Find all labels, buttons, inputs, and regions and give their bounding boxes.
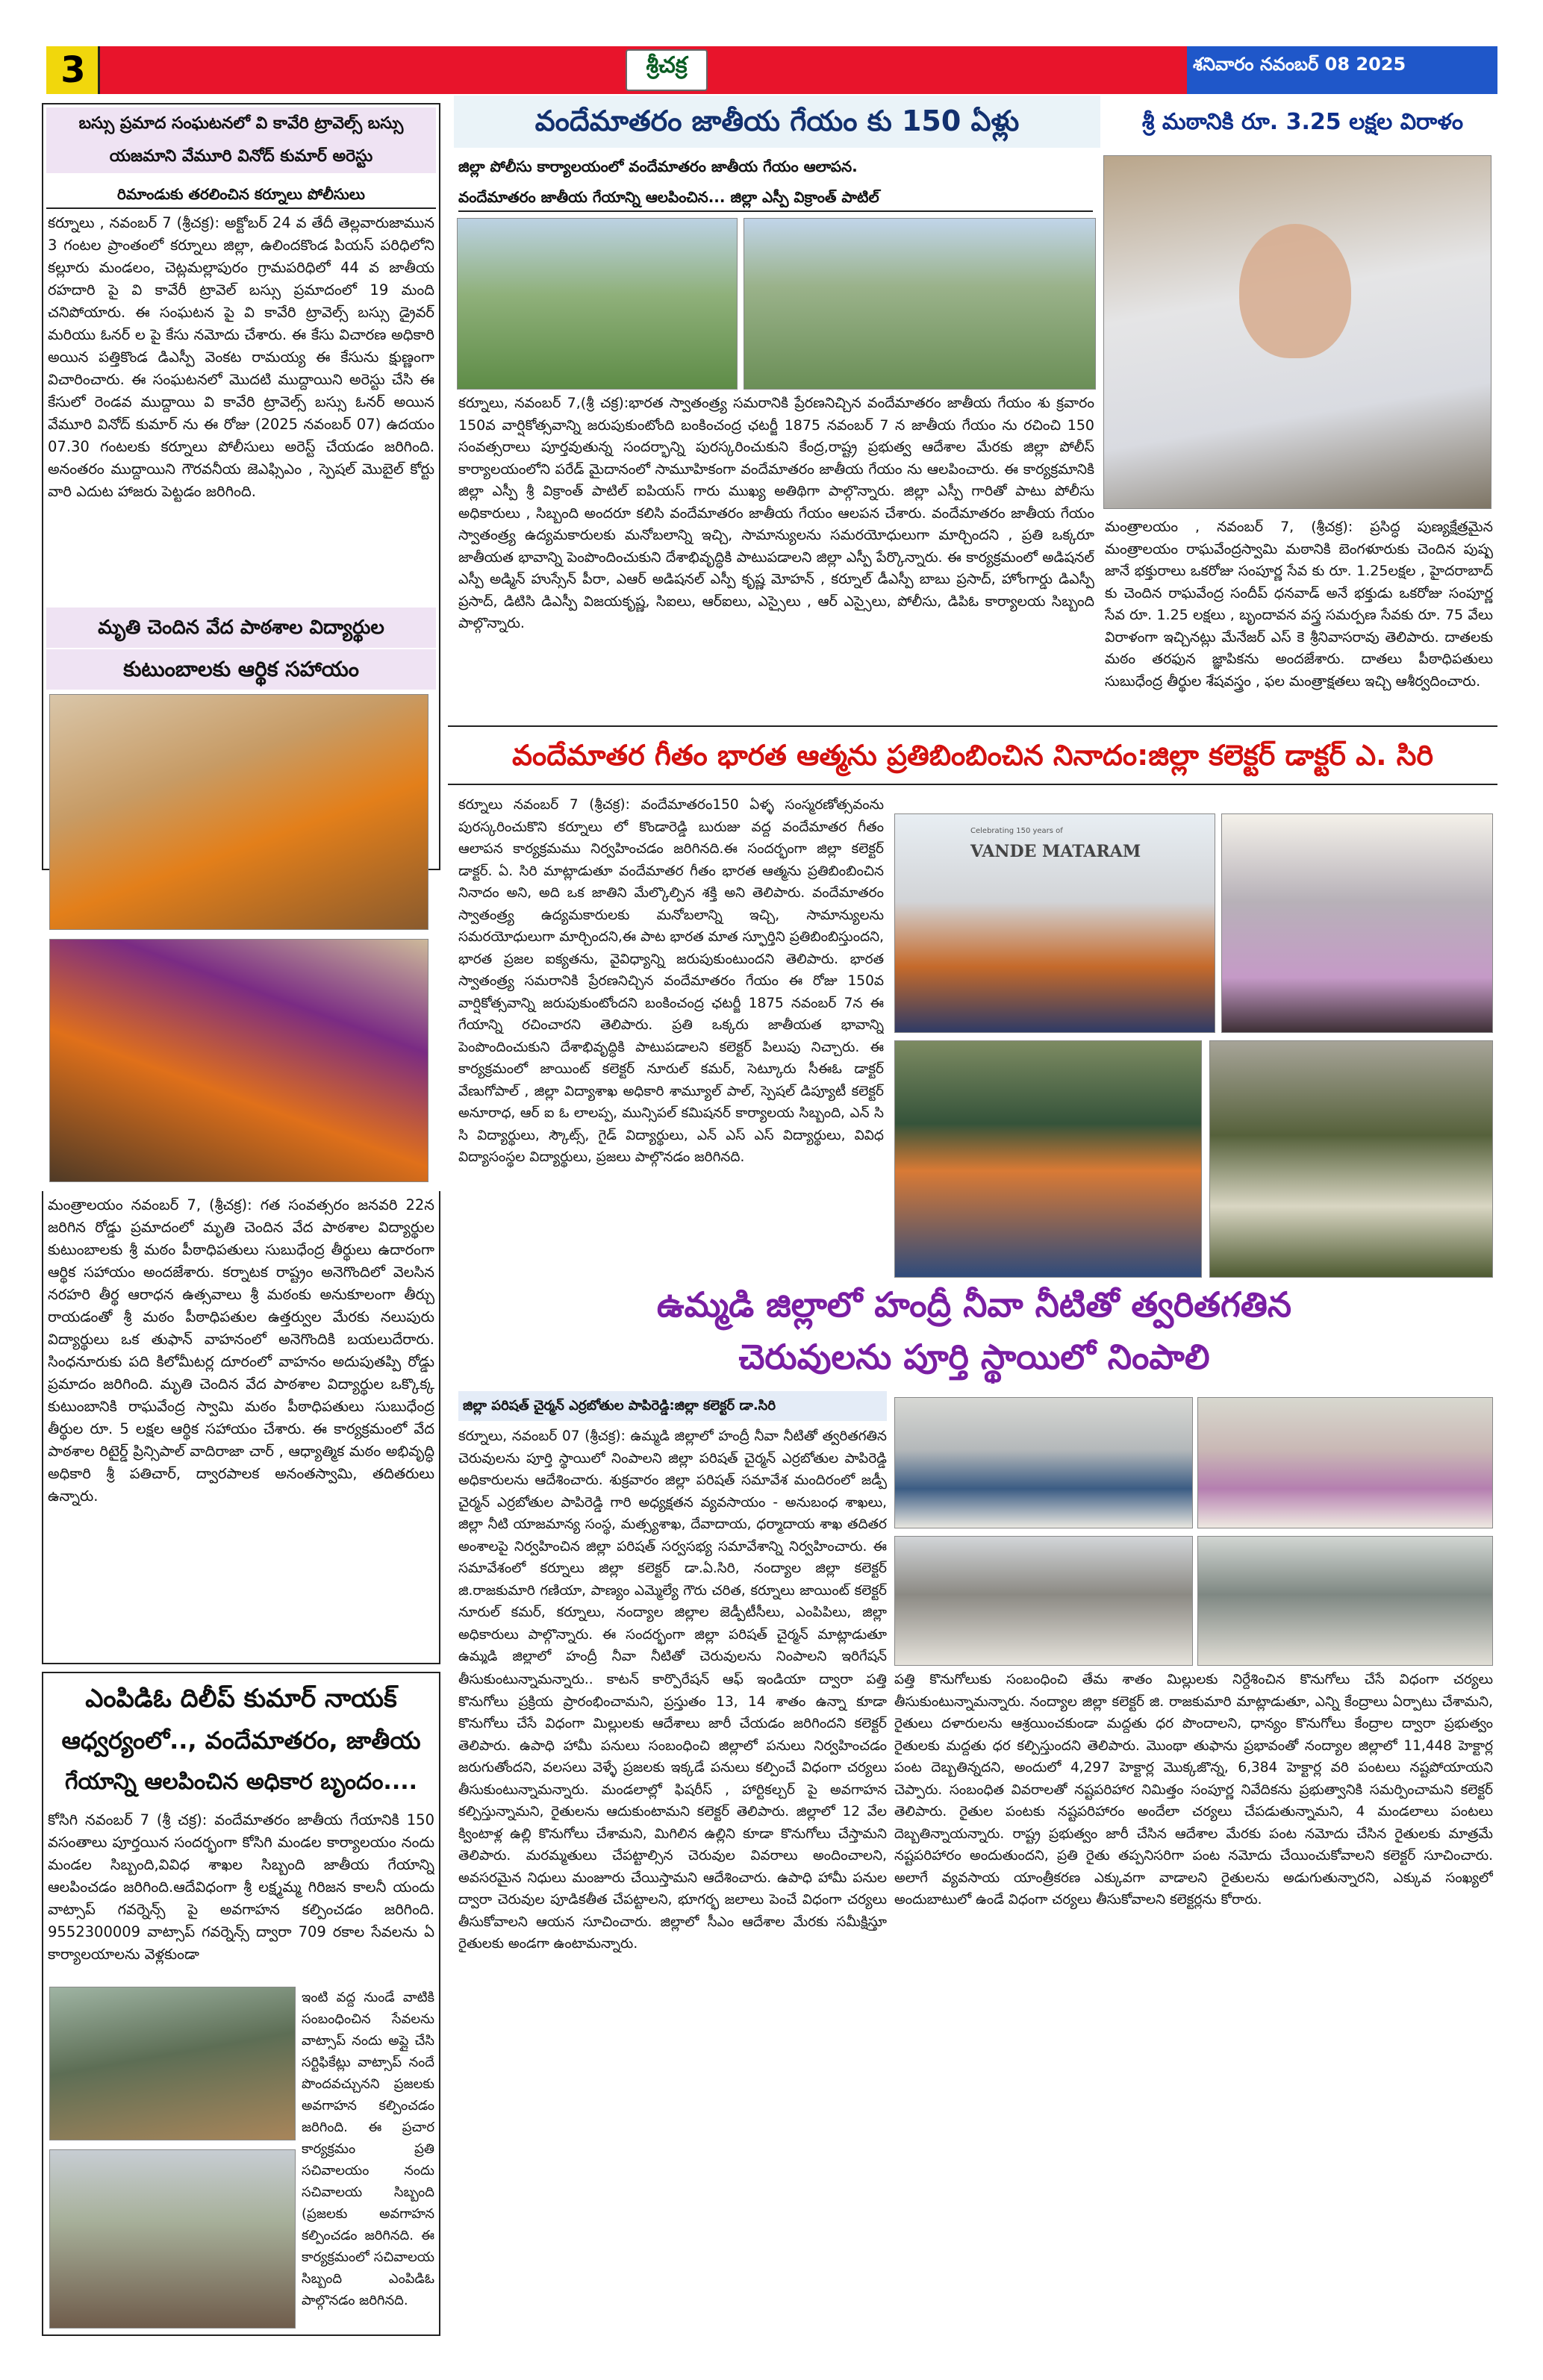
collector-photo-3 — [894, 1040, 1202, 1278]
collector-photo-4 — [1209, 1040, 1493, 1278]
collector-photo-2 — [1221, 813, 1493, 1033]
page-number: 3 — [60, 49, 86, 91]
mpdo-headline-2: ఆధ్వర్యంలో.., వందేమాతరం, జాతీయ — [61, 1726, 421, 1755]
collector-body: కర్నూలు నవంబర్ 7 (శ్రీచక్ర): వందేమాతరం150 ఏళ్ళ సంస్మరణోత్సవంను పురస్కరించుకొని కర్నూలు లో కొండారెడ్డి బురుజు వద్ద వందేమాతర గీతం ఆలాపన కార్యక్రమము నిర్వహించడం జరిగినది.ఈ సందర్భంగా జిల్లా కలెక్టర్ డాక్టర్. ఏ. సిరి మాట్లాడుతూ వందేమాతర గీతం భారత ఆత్మను ప్రతిబింబించిన నినాదం అని, అది ఒక జాతిని మేల్కొల్పిన శక్తి అని తెలిపారు. వందేమాతరం స్వాతంత్ర్య ఉద్యమకారులకు మనోబలాన్ని ఇచ్చి, సామాన్యులను సమరయోధులుగా మార్చిందని,ఈ పాట భారత మాత స్ఫూర్తిని ప్రతిబింబిస్తుందని, భారత ప్రజల ఐక్యతను, వైవిధ్యాన్ని జరుపుకుంటుందని తెలిపారు. భారత స్వాతంత్ర్య సమరానికి ప్రేరణనిచ్చిన వందేమాతరం గేయం ఈ రోజు 150వ వార్షికోత్సవాన్ని జరుపుకుంటోందని బంకించంద్ర ఛటర్జీ 1875 నవంబర్ 7న ఈ గేయాన్ని రచించారని తెలిపారు. ప్రతి ఒక్కరు జాతీయత భావాన్ని పెంపొందించుకుని దేశాభివృద్ధికి పాటుపడాలని కలెక్టర్ పిలుపు నిచ్చారు. ఈ కార్యక్రమంలో జాయింట్ కలెక్టర్ నూరుల్ కమర్, సెట్కూరు సీఈఓ డాక్టర్ వేణుగోపాల్ , జిల్లా విద్యాశాఖ అధికారి శామ్యూల్ పాల్, స్పెషల్ డిప్యూటీ కలెక్టర్ అనూరాధ, ఆర్ ఐ ఓ లాలప్ప, మున్సిపల్ కమిషనర్ కార్యాలయ సిబ్బంది, ఎన్ సి సి విద్యార్థులు, స్కౌట్స్, గైడ్ విద్యార్థులు, ఎన్ ఎస్ ఎస్ విద్యార్థులు, వివిధ విద్యాసంస్థల విద్యార్థులు, ప్రజలు పాల్గొనడం జరిగినది. — [458, 797, 884, 1165]
police-photo-1 — [457, 218, 738, 390]
logo-text: శ్రీచక్ర — [646, 52, 688, 78]
bus-headline-2: యజమాని వేమూరి వినోద్ కుమార్ అరెస్టు — [46, 140, 436, 173]
mpdo-photo-1 — [49, 1987, 296, 2140]
bus-body: కర్నూలు , నవంబర్ 7 (శ్రీచక్ర): అక్టోబర్ 24 వ తేదీ తెల్లవారుజామున 3 గంటల ప్రాంతంలో కర్నూలు జిల్లా, ఉలిందకొండ పియస్ పరిధిలోని కల్లూరు మండలం, చెట్లమల్లాపురం గ్రామపరిధిలో 44 వ జాతీయ రహదారి పై వి కావేరీ ట్రావెల్ బస్సు ప్రమాదంలో 19 మంది చనిపోయారు. ఈ సంఘటన పై వి కావేరి ట్రావెల్స్ బస్సు డ్రైవర్ మరియు ఓనర్ ల పై కేసు నమోదు చేశారు. ఈ కేసు విచారణ అధికారి అయిన పత్తికొండ డిఎస్పీ వెంకట రామయ్య ఈ కేసును క్షుణ్ణంగా విచారించారు. ఈ సంఘటనలో మొదటి ముద్దాయిని అరెస్టు చేసి ఈ కేసులో రెండవ ముద్దాయి వి కావేరి ట్రావెల్స్ బస్సు ఓనర్ అయిన వేమూరి వినోద్ కుమార్ ను ఈ రోజు (2025 నవంబర్ 07) ఉదయం 07.30 గంటలకు కర్నూలు పోలీసులు అరెస్ట్ చేయడం జరిగింది. అనంతరం ముద్దాయిని గౌరవనీయ జెఎఫ్సిఎం , స్పెషల్ మొబైల్ కోర్టు వారి ఎదుట హాజరు పెట్టడం జరిగింది. — [48, 214, 434, 500]
meeting-photo-1 — [894, 1397, 1193, 1528]
veda-body: మంత్రాలయం నవంబర్ 7, (శ్రీచక్ర): గత సంవత్సరం జనవరి 22న జరిగిన రోడ్డు ప్రమాదంలో మృతి చెందిన వేద పాఠశాల విద్యార్థుల కుటుంబాలకు శ్రీ మఠం పీఠాధిపతులు సుబుధేంద్ర తీర్థులు ఉదారంగా ఆర్థిక సహాయం అందజేశారు. కర్నాటక రాష్ట్రం అనెగొందిలో వెలసిన నరహరి తీర్థ ఆరాధన ఉత్సవాలు శ్రీ మఠంకు అనుకూలంగా తీర్చు రాయడంతో శ్రీ మఠం పీఠాధిపతుల ఉత్తర్వుల మేరకు నలుపురు విద్యార్థులు ఒక తుఫాన్ వాహనంలో అనెగొందికి బయలుదేరారు. సింధనూరుకు పది కిలోమీటర్ల దూరంలో వాహనం అదుపుతప్పి రోడ్డు ప్రమాదం జరిగింది. మృతి చెందిన వేద పాఠశాల విద్యార్థుల ఒక్కొక్క కుటుంబానికి రాఘవేంద్ర స్వామి మఠం పీఠాధిపతులు సుబుధేంద్ర తీర్థుల రూ. 5 లక్షల ఆర్థిక సహాయం చేశారు. ఈ కార్యక్రమంలో వేద పాఠశాల రిటైర్డ్ ప్రిన్సిపాల్ వాదిరాజా చార్ , ఆధ్యాత్మిక మఠం అభివృద్ధి అధికారి శ్రీ పతిచార్, ద్వారపాలక అనంతస్వామి, తదితరులు ఉన్నారు. — [48, 1196, 434, 1505]
veda-headline-1: మృతి చెందిన వేద పాఠశాల విద్యార్థుల — [46, 608, 436, 648]
handri-headline-2: చెరువులను పూర్తి స్థాయిలో నింపాలి — [738, 1337, 1210, 1377]
handri-body-top: కర్నూలు, నవంబర్ 07 (శ్రీచక్ర): ఉమ్మడి జిల్లాలో హంద్రీ నీవా నీటితో త్వరితగతిన చెరువులను పూర్తి స్థాయిలో నింపాలని జిల్లా పరిషత్ చైర్మన్ ఎర్రబోతుల పాపిరెడ్డి అధికారులను ఆదేశించారు. శుక్రవారం జిల్లా పరిషత్ సమావేశ మందిరంలో జడ్పీ చైర్మన్ ఎర్రబోతుల పాపిరెడ్డి గారి అధ్యక్షతన వ్యవసాయం - అనుబంధ శాఖలు, జిల్లా నీటి యాజమాన్య సంస్థ, మత్స్యశాఖ, దేవాదాయ, ధర్మాదాయ శాఖ తదితర అంశాలపై నిర్వహించిన జిల్లా పరిషత్ సర్వసభ్య సమావేశాన్ని నిర్వహించారు. ఈ సమావేశంలో కర్నూలు జిల్లా కలెక్టర్ డా.ఏ.సిరి, నంద్యాల జిల్లా కలెక్టర్ జి.రాజకుమారి గణియా, పాణ్యం ఎమ్మెల్యే గౌరు చరిత, కర్నూలు జాయింట్ కలెక్టర్ నూరుల్ కమర్, కర్నూలు, నంద్యాల జిల్లాల జెడ్పీటీసీలు, ఎంపిపిలు, జిల్లా అధికారులు పాల్గొన్నారు. ఈ సందర్భంగా జిల్లా పరిషత్ చైర్మన్ మాట్లాడుతూ ఉమ్మడి జిల్లాలో హంద్రీ నీవా నీటితో చెరువులను నింపాలని ఇరిగేషన్ — [458, 1428, 887, 1664]
collector-photo-text: VANDE MATARAM — [970, 842, 1141, 861]
donation-body: మంత్రాలయం , నవంబర్ 7, (శ్రీచక్ర): ప్రసిద్ధ పుణ్యక్షేత్రమైన మంత్రాలయం రాఘవేంద్రస్వామి మఠానికి బెంగళూరుకు చెందిన పుష్ప జానే భక్తురాలు ఒకరోజు సంపూర్ణ సేవ కు రూ. 1.25లక్షల , హైదరాబాద్ కు చెందిన రాఘవేంద్ర సందీప్ ధనవాడ్ అనే భక్తుడు ఒకరోజు సంపూర్ణ సేవ రూ. 1.25 లక్షలు , బృందావన వస్త్ర సమర్పణ సేవకు రూ. 75 వేలు విరాళంగా ఇచ్చినట్లు మేనేజర్ ఎస్ కె శ్రీనివాసరావు తెలిపారు. దాతలకు మఠం తరఫున జ్ఞాపికను అందజేశారు. దాతలు పీఠాధిపతులు సుబుధేంద్ర తీర్థుల శేషవస్త్రం , ఫల మంత్రాక్షతలు ఇచ్చి ఆశీర్వదించారు. — [1105, 519, 1493, 690]
handri-sub: జిల్లా పరిషత్ చైర్మన్ ఎర్రబోతుల పాపిరెడ్డి:జిల్లా కలెక్టర్ డా.సిరి — [458, 1391, 887, 1421]
meeting-photo-2 — [1197, 1397, 1493, 1528]
handri-body-left: తీసుకుంటున్నామన్నారు.. కాటన్ కార్పొరేషన్ ఆఫ్ ఇండియా ద్వారా పత్తి కొనుగోలు ప్రక్రియ ప్రారంభించామని, ప్రస్తుతం 13, 14 శాతం ఉన్నా కూడా కొనుగోలు చేసే విధంగా మిల్లులకు ఆదేశాలు జారీ చేయడం జరిగిందని కలెక్టర్ తెలిపారు. ఉపాధి హామీ పనులు సంబంధించి జిల్లాలో పనులు నిర్వహించడం జరుగుతోందని, వలసలు వెళ్ళే ప్రజలకు ఇక్కడే పనులు కల్పించే విధంగా చర్యలు తీసుకుంటున్నామన్నారు. మండలాల్లో ఫిషరీస్ , హార్టికల్చర్ పై అవగాహన కల్పిస్తున్నామని, రైతులను ఆదుకుంటామని కలెక్టర్ తెలిపారు. జిల్లాలో 12 వేల క్వింటాళ్ల ఉల్లి కొనుగోలు చేశామని, మిగిలిన ఉల్లిని కూడా కొనుగోలు చేస్తామని తెలిపారు. మరమ్మతులు చేపట్టాల్సిన చెరువుల వివరాలు అందించాలని, అవసరమైన నిధులు మంజూరు చేయిస్తామని ఆదేశించారు. ఉపాధి హామీ పనుల ద్వారా చెరువుల పూడికతీత చేపట్టాలని, భూగర్భ జలాలు పెంచే విధంగా చర్యలు తీసుకోవాలని ఆయన సూచించారు. జిల్లాలో సీఎం ఆదేశాల మేరకు సమీక్షిస్తూ రైతులకు అండగా ఉంటామన్నారు. — [458, 1672, 887, 1952]
mpdo-body-top: కోసిగి నవంబర్ 7 (శ్రీ చక్ర): వందేమాతరం జాతీయ గేయానికి 150 వసంతాలు పూర్తయిన సందర్భంగా కోసిగి మండల కార్యాలయం నందు మండల సిబ్బంది,వివిధ శాఖల సిబ్బంది జాతీయ గేయాన్ని ఆలపించడం జరిగింది.ఆదేవిధంగా శ్రీ లక్ష్మమ్మ గిరిజన కాలనీ యందు వాట్సాప్ గవర్నెన్స్ పై అవగాహన కల్పించడం జరిగింది. 9552300009 వాట్సాప్ గవర్నెన్స్ ద్వారా 709 రకాల సేవలను ఏ కార్యాలయాలను వెళ్లకుండా — [48, 1811, 434, 1963]
vande150-sub1: జిల్లా పోలీసు కార్యాలయంలో వందేమాతరం జాతీయ గేయం ఆలాపన. — [458, 157, 858, 175]
mpdo-body-side: ఇంటి వద్ద నుండే వాటికి సంబంధించిన సేవలను వాట్సాప్ నందు అప్లై చేసి సర్టిఫికేట్లు వాట్సాప్ నందే పొందవచ్చునని ప్రజలకు అవగాహన కల్పించడం జరిగింది. ఈ ప్రచార కార్యక్రమం ప్రతి సచివాలయం నందు సచివాలయ సిబ్బంది (ప్రజలకు అవగాహన కల్పించడం జరిగినది. ఈ కార్యక్రమంలో సచివాలయ సిబ్బంది ఎంపిడిఓ పాల్గొనడం జరిగినది. — [302, 1990, 434, 2308]
issue-date: శనివారం నవంబర్ 08 2025 — [1193, 54, 1406, 75]
mpdo-headline-1: ఎంపిడిఓ దిలీప్ కుమార్ నాయక్ — [85, 1684, 397, 1714]
meeting-photo-3 — [894, 1536, 1193, 1666]
mpdo-headline-3: గేయాన్ని ఆలపించిన అధికార బృందం.... — [64, 1769, 418, 1795]
collector-photo-celebrating: Celebrating 150 years of — [970, 827, 1063, 835]
vande150-sub2: వందేమాతరం జాతీయ గేయాన్ని ఆలపించిన... జిల్లా ఎస్పీ విక్రాంత్ పాటిల్ — [458, 182, 1093, 212]
bus-headline-1: బస్సు ప్రమాద సంఘటనలో వి కావేరి ట్రావెల్స్ బస్సు — [46, 107, 436, 140]
collector-banner: వందేమాతర గీతం భారత ఆత్మను ప్రతిబింబించిన నినాదం:జిల్లా కలెక్టర్ డాక్టర్ ఎ. సిరి — [511, 739, 1434, 772]
handri-body-right: పత్తి కొనుగోలుకు సంబంధించి తేమ శాతం మిల్లులకు నిర్దేశించిన కొనుగోలు చేసే విధంగా చర్యలు తీసుకుంటున్నామన్నారు. నంద్యాల జిల్లా కలెక్టర్ జి. రాజకుమారి మాట్లాడుతూ, ఎన్ని కేంద్రాలు ఏర్పాటు చేశామని, రైతులు దళారులను ఆశ్రయించకుండా మద్దతు ధర పొందాలని, ధాన్యం కొనుగోలు కేంద్రాల ద్వారా ప్రభుత్వం రైతులకు మద్దతు ధర కల్పిస్తుందని తెలిపారు. మొంథా తుఫాను ప్రభావంతో నంద్యాల జిల్లాలో 11,448 హెక్టార్ల పంట దెబ్బతిన్నదని, అందులో 4,297 హెక్టార్ల మొక్కజొన్న, 6,384 హెక్టార్ల వరి పంటలు నష్టపోయాయని చెప్పారు. సంబంధిత వివరాలతో నష్టపరిహార నిమిత్తం సంపూర్ణ నివేదికను ప్రభుత్వానికి సమర్పించామని కలెక్టర్ తెలిపారు. రైతుల పంటకు నష్టపరిహారం అందేలా చర్యలు చేపడుతున్నామని, 4 మండలాలు పంటలు దెబ్బతిన్నాయన్నారు. రాష్ట్ర ప్రభుత్వం జారీ చేసిన ఆదేశాల మేరకు పంట నమోదు చేసిన రైతులకు మాత్రమే నష్టపరిహారం అందుతుందని, ప్రతి రైతు తప్పనిసరిగా పంట నమోదు చేయించుకోవాలని కలెక్టర్ సూచించారు. అలాగే వ్యవసాయ యాంత్రీకరణ ఎక్కువగా వాడాలని రైతులను అడుగుతున్నారని, ఎక్కువ సంఖ్యలో అందుబాటులో ఉండే విధంగా చర్యలు తీసుకోవాలని కలెక్టర్లను కోరారు. — [894, 1672, 1493, 1908]
mpdo-photo-2 — [49, 2149, 296, 2329]
donation-headline: శ్రీ మఠానికి రూ. 3.25 లక్షల విరాళం — [1141, 109, 1464, 135]
veda-headline-2: కుటుంబాలకు ఆర్థిక సహాయం — [46, 649, 436, 690]
veda-photo-1 — [49, 694, 428, 930]
donor-face — [1239, 224, 1351, 358]
police-photo-2 — [744, 218, 1096, 390]
veda-photo-2 — [49, 939, 428, 1182]
vande150-body: కర్నూలు, నవంబర్ 7,(శ్రీ చక్ర):భారత స్వాతంత్ర్య సమరానికి ప్రేరణనిచ్చిన వందేమాతరం జాతీయ గేయం శు క్రవారం 150వ వార్షికోత్సవాన్ని జరుపుకుంటోంది బంకించంద్ర ఛటర్జీ 1875 నవంబర్ 7 న జాతీయ గేయం ను రచించి 150 సంవత్సరాలు పూర్తవుతున్న సందర్భాన్ని పురస్కరించుకుని కేంద్ర,రాష్ట్ర ప్రభుత్వ ఆదేశాల మేరకు జిల్లా పోలీస్ కార్యాలయంలోని పరేడ్ మైదానంలో సామూహికంగా వందేమాతరం జాతీయ గేయం ను ఆలపించారు. ఈ కార్యక్రమానికి జిల్లా ఎస్పీ శ్రీ విక్రాంత్ పాటిల్ ఐపియస్ గారు ముఖ్య అతిథిగా పాల్గొన్నారు. జిల్లా ఎస్పీ గారితో పాటు పోలీసు అధికారులు , సిబ్బంది అందరూ కలిసి వందేమాతరం జాతీయ గేయం ఆలపన చేశారు. వందేమాతరం జాతీయ గేయం స్వాతంత్ర్య ఉద్యమకారులకు మనోబలాన్ని ఇచ్చి, సామాన్యులను సమరయోధులుగా మార్చిందని , ప్రతి ఒక్కరూ జాతీయత భావాన్ని పెంపొందించుకుని దేశాభివృద్ధికి పాటుపడాలని జిల్లా ఎస్పీ పేర్కొన్నారు. ఈ కార్యక్రమంలో అడిషనల్ ఎస్పీ అడ్మిన్ హుస్సేన్ పీరా, ఎఆర్ అడిషనల్ ఎస్పీ కృష్ణ మోహన్ , కర్నూల్ డీఎస్పీ బాబు ప్రసాద్, హోంగార్డు డిఎస్పీ ప్రసాద్, డిటిసి డిఎస్పీ విజయకృష్ణ, సిఐలు, ఆర్ఐలు, ఎస్సైలు , ఆర్ ఎస్సైలు, పోలీసు, డిపిఓ కార్యాలయ సిబ్బంది పాల్గొన్నారు. — [458, 395, 1094, 631]
bus-subheadline: రిమాండుకు తరలించిన కర్నూలు పోలీసులు — [46, 179, 436, 209]
meeting-photo-4 — [1197, 1536, 1493, 1666]
vande150-banner: వందేమాతరం జాతీయ గేయం కు 150 ఏళ్లు — [534, 104, 1020, 137]
handri-headline-1: ఉమ్మడి జిల్లాలో హంద్రీ నీవా నీటితో త్వరితగతిన — [656, 1284, 1292, 1325]
